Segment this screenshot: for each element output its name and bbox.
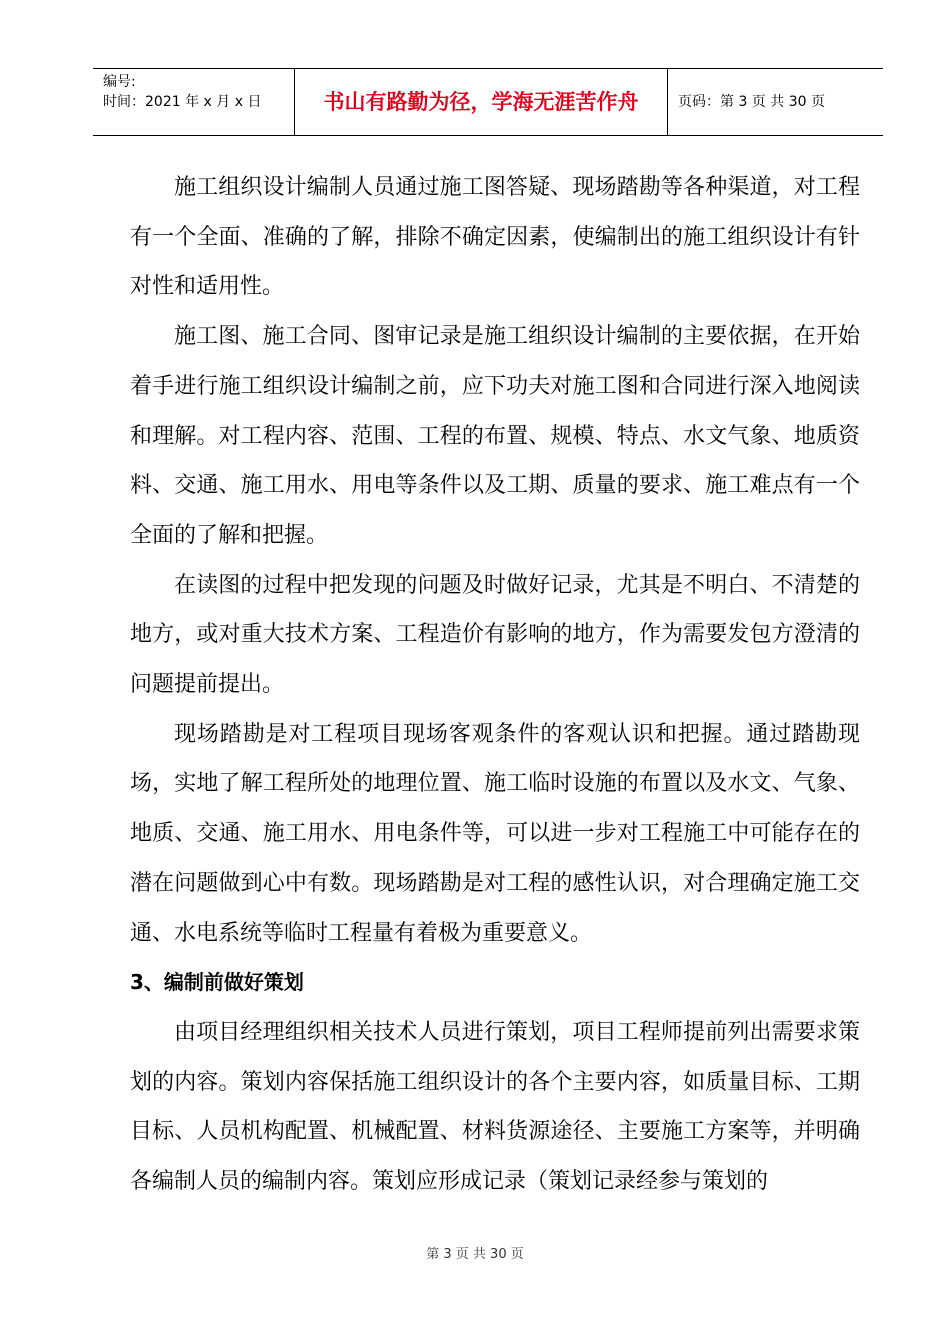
paragraph: 现场踏勘是对工程项目现场客观条件的客观认识和把握。通过踏勘现场，实地了解工程所处的地理位置、施工临时设施的布置以及水文、气象、地质、交通、施工用水、用电条件等，可以进一步对工程施工中可能存在的潜在问题做到心中有数。现场踏勘是对工程的感性认识，对合理确定施工交通、水电系统等临时工程量有着极为重要意义。 bbox=[130, 721, 860, 946]
header-page-cell bbox=[668, 69, 883, 135]
section-heading: 3、编制前做好策划 bbox=[130, 970, 304, 995]
paragraph: 施工图、施工合同、图审记录是施工组织设计编制的主要依据，在开始着手进行施工组织设计编制之前，应下功夫对施工图和合同进行深入地阅读和理解。对工程内容、范围、工程的布置、规模、特点、水文气象、地质资料、交通、施工用水、用电等条件以及工期、质量的要求、施工难点有一个全面的了解和把握。 bbox=[130, 324, 860, 548]
paragraph: 施工组织设计编制人员通过施工图答疑、现场踏勘等各种渠道，对工程有一个全面、准确的了解，排除不确定因素，使编制出的施工组织设计有针对性和适用性。 bbox=[130, 175, 860, 300]
header-page-info: 页码：第 3 页 共 30 页 bbox=[678, 94, 825, 110]
serial-label: 编号: bbox=[103, 74, 136, 90]
motto-text: 书山有路勤为径，学海无涯苦作舟 bbox=[323, 90, 639, 114]
page-header bbox=[93, 68, 883, 136]
paragraph: 由项目经理组织相关技术人员进行策划，项目工程师提前列出需要求策划的内容。策划内容保括施工组织设计的各个主要内容，如质量目标、工期目标、人员机构配置、机械配置、材料货源途径、主要施工方案等，并明确各编制人员的编制内容。策划应形成记录（策划记录经参与策划的 bbox=[130, 1019, 860, 1195]
document-body bbox=[130, 163, 860, 1207]
page-footer: 第 3 页 共 30 页 bbox=[426, 1247, 524, 1262]
paragraph: 在读图的过程中把发现的问题及时做好记录，尤其是不明白、不清楚的地方，或对重大技术方案、工程造价有影响的地方，作为需要发包方澄清的问题提前提出。 bbox=[130, 572, 860, 698]
header-motto-cell bbox=[295, 69, 668, 135]
header-meta-cell bbox=[93, 69, 295, 135]
time-label: 时间：2021 年 x 月 x 日 bbox=[103, 94, 262, 110]
